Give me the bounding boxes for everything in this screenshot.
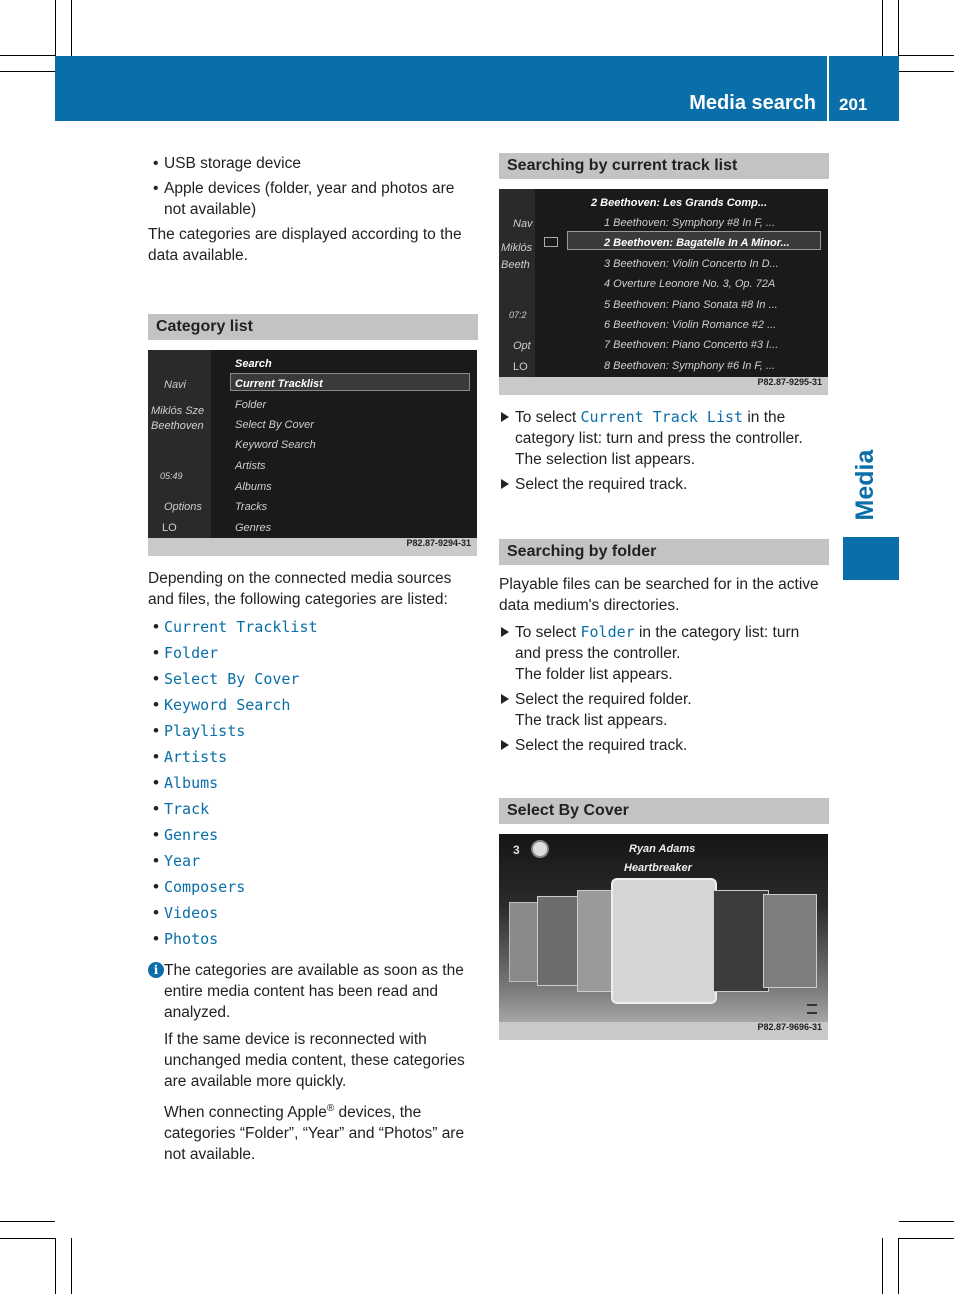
- disc-icon: [531, 840, 549, 858]
- list-item: • Apple devices (folder, year and photos are not available): [148, 178, 478, 220]
- crop-mark: [55, 1238, 56, 1294]
- list-item: [148, 798, 478, 820]
- list-item: [148, 642, 478, 664]
- screen-track-item: 5 Beethoven: Piano Sonata #8 In ...: [604, 299, 778, 311]
- screenshot-cover-view: [499, 834, 828, 1040]
- category-name: Current Tracklist: [164, 618, 318, 636]
- screen-side-item: Opt: [513, 340, 531, 352]
- category-name: Track: [164, 800, 210, 818]
- list-item: [148, 772, 478, 794]
- screen-side-item: Navi: [164, 379, 187, 391]
- folder-intro-text: Playable files can be searched for in the active data medium's directories.: [499, 576, 819, 614]
- list-item: • USB storage device: [148, 153, 478, 174]
- page-title: Media search: [689, 92, 816, 114]
- screen-album-row: 2 Beethoven: Les Grands Comp...: [591, 197, 768, 209]
- category-name: Photos: [164, 930, 219, 948]
- intro-text: The categories are displayed according to the data available.: [148, 226, 462, 264]
- screenshot-caption: P82.87-9294-31: [406, 538, 471, 548]
- screen-menu-item: Genres: [235, 522, 272, 534]
- screen-menu-item: Albums: [235, 481, 272, 493]
- instruction-step: Select the required folder. The track list appears.: [499, 689, 829, 731]
- section-heading-tracklist: Searching by current track list: [499, 153, 829, 179]
- info-text: If the same device is reconnected with unchanged media content, these categories are available more quickly.: [164, 1031, 465, 1090]
- side-chapter-tab: [843, 537, 899, 580]
- list-item: [148, 850, 478, 872]
- category-name: Keyword Search: [164, 696, 291, 714]
- crop-mark: [899, 1238, 954, 1239]
- category-list: [148, 616, 478, 950]
- list-item: [148, 824, 478, 846]
- crop-mark: [882, 0, 883, 56]
- list-item: [148, 720, 478, 742]
- instruction-step: Select the required track.: [499, 735, 829, 756]
- screen-artist: Ryan Adams: [629, 843, 696, 855]
- crop-mark: [55, 0, 56, 56]
- list-item: [148, 928, 478, 950]
- category-name: Folder: [164, 644, 219, 662]
- page-number: 201: [839, 95, 868, 114]
- screen-track-item: 2 Beethoven: Bagatelle In A Minor...: [604, 237, 790, 249]
- category-name: Playlists: [164, 722, 246, 740]
- category-name: Select By Cover: [164, 670, 300, 688]
- screenshot-category-list: [148, 350, 477, 556]
- header-divider: [827, 56, 829, 121]
- category-name: Genres: [164, 826, 219, 844]
- screen-side-item: Options: [164, 501, 202, 513]
- list-item: [148, 902, 478, 924]
- category-name: Composers: [164, 878, 246, 896]
- list-item: [148, 616, 478, 638]
- album-cover: [763, 894, 817, 988]
- info-text: The categories are available as soon as the entire media content has been read and analyzed.: [164, 962, 464, 1021]
- depending-text: Depending on the connected media sources and files, the following categories are listed:: [148, 570, 452, 608]
- screen-menu-item: Keyword Search: [235, 439, 316, 451]
- screen-side-item: Nav: [513, 218, 533, 230]
- screenshot-caption: P82.87-9295-31: [757, 377, 822, 387]
- screen-track-item: 7 Beethoven: Piano Concerto #3 I...: [604, 339, 779, 351]
- section-heading-category-list: Category list: [148, 314, 478, 340]
- instruction-step: To select Folder in the category list: turn and press the controller. The folder list appears.: [499, 622, 829, 685]
- info-note: [148, 960, 478, 1165]
- category-name: Albums: [164, 774, 219, 792]
- screen-album: Heartbreaker: [624, 862, 692, 874]
- crop-mark: [899, 1221, 954, 1222]
- screen-menu-item: Current Tracklist: [235, 378, 323, 390]
- list-item: [148, 746, 478, 768]
- info-text-apple: When connecting Apple® devices, the categories “Folder”, “Year” and “Photos” are not available.: [164, 1103, 465, 1164]
- right-column: [499, 153, 829, 1040]
- screen-side-item: Miklós: [501, 242, 533, 254]
- screen-side-item: LO: [513, 361, 528, 373]
- category-name: Current Track List: [580, 408, 744, 426]
- crop-mark: [899, 71, 954, 72]
- screen-side-item: 05:49: [160, 471, 183, 481]
- screen-track-number: 3: [513, 843, 520, 857]
- crop-mark: [0, 1238, 55, 1239]
- screen-menu-item: Folder: [235, 399, 267, 411]
- category-name: Year: [164, 852, 201, 870]
- category-name: Videos: [164, 904, 219, 922]
- side-chapter-label: Media: [851, 449, 879, 521]
- menu-icon: [807, 1004, 817, 1014]
- crop-mark: [71, 1238, 72, 1294]
- screen-side-item: 07:2: [509, 310, 527, 320]
- screenshot-caption: P82.87-9696-31: [757, 1022, 822, 1032]
- step-result: The track list appears.: [515, 712, 668, 729]
- screen-track-item: 1 Beethoven: Symphony #8 In F, ...: [604, 217, 776, 229]
- screen-side-item: Beethoven: [151, 420, 204, 432]
- screen-track-item: 6 Beethoven: Violin Romance #2 ...: [604, 319, 777, 331]
- screen-menu-item: Artists: [235, 460, 266, 472]
- screen-menu-item: Search: [235, 358, 272, 370]
- info-icon: i: [148, 962, 164, 978]
- screen-track-item: 4 Overture Leonore No. 3, Op. 72A: [604, 278, 776, 290]
- category-name: Folder: [580, 623, 635, 641]
- list-item: [148, 668, 478, 690]
- crop-mark: [0, 1221, 55, 1222]
- screen-track-item: 3 Beethoven: Violin Concerto In D...: [604, 258, 779, 270]
- screen-side-item: Miklós Sze: [151, 405, 205, 417]
- category-name: Artists: [164, 748, 228, 766]
- screen-menu-item: Tracks: [235, 501, 268, 513]
- album-cover-selected: [611, 878, 717, 1004]
- screen-side-item: Beeth: [501, 259, 530, 271]
- crop-mark: [71, 0, 72, 56]
- crop-mark: [899, 55, 954, 56]
- album-cover: [713, 890, 769, 992]
- crop-mark: [0, 55, 55, 56]
- section-heading-cover: Select By Cover: [499, 798, 829, 824]
- crop-mark: [898, 1238, 899, 1294]
- instruction-step: To select Current Track List in the category list: turn and press the controller. The selection list appears.: [499, 407, 829, 470]
- screen-folder-icon: [544, 237, 558, 247]
- screenshot-track-list: [499, 189, 828, 395]
- left-column: [148, 153, 478, 1165]
- instruction-step: Select the required track.: [499, 474, 829, 495]
- list-item: [148, 694, 478, 716]
- screen-side-item: LO: [162, 522, 177, 534]
- step-result: The folder list appears.: [515, 666, 673, 683]
- crop-mark: [0, 71, 55, 72]
- list-item: [148, 876, 478, 898]
- screen-menu-item: Select By Cover: [235, 419, 314, 431]
- crop-mark: [882, 1238, 883, 1294]
- section-heading-folder: Searching by folder: [499, 539, 829, 565]
- step-result: The selection list appears.: [515, 451, 696, 468]
- screen-track-item: 8 Beethoven: Symphony #6 In F, ...: [604, 360, 776, 372]
- crop-mark: [898, 0, 899, 56]
